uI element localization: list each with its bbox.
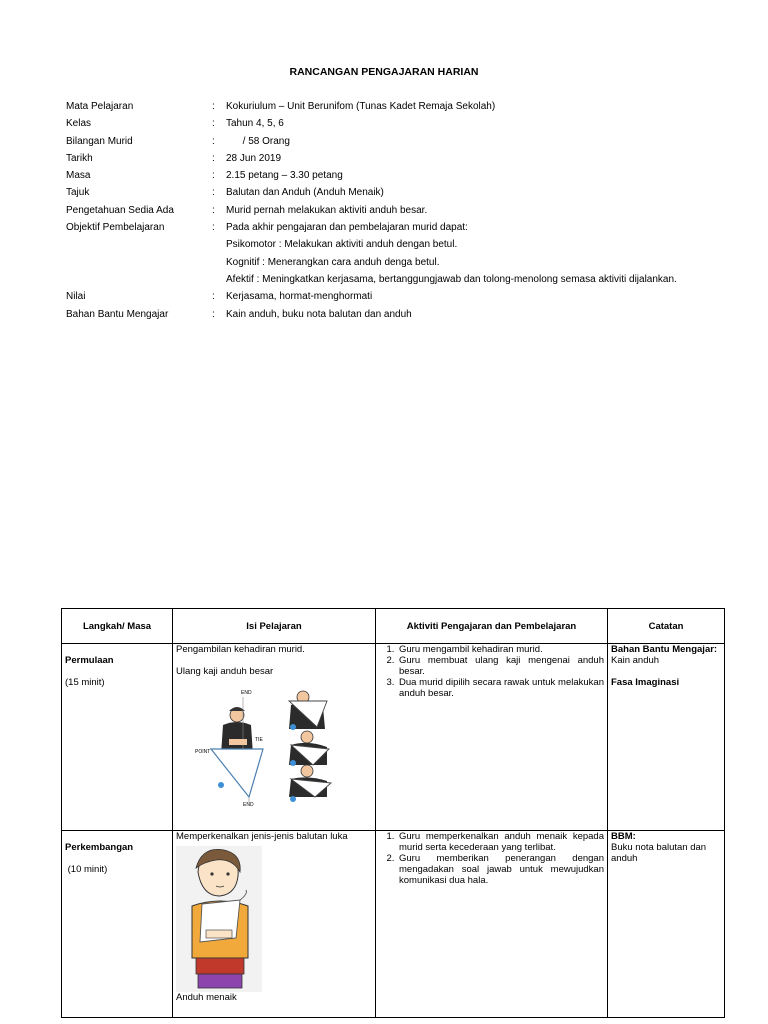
note-title: Bahan Bantu Mengajar: <box>611 644 718 655</box>
info-value: Kerjasama, hormat-menghormati <box>226 291 373 303</box>
step-time: (15 minit) <box>65 677 105 688</box>
activity-item: 1. Guru memperkenalkan anduh menaik kepada murid serta kecederaan yang terlibat. <box>397 831 604 853</box>
content-cell <box>173 831 376 1018</box>
info-label: Pengetahuan Sedia Ada <box>66 204 174 216</box>
info-label: Masa <box>66 170 91 182</box>
activity-list <box>379 644 604 699</box>
step-name: Perkembangan <box>65 842 134 853</box>
info-label: Tarikh <box>66 152 93 164</box>
activity-list <box>379 831 604 886</box>
arm-sling-illustration <box>176 846 262 992</box>
info-colon: : <box>212 291 215 303</box>
objective-text: Kognitif : Menerangkan cara anduh denga betul. <box>226 256 440 268</box>
step-time: (10 minit) <box>65 864 108 875</box>
sling-diagram-image <box>193 685 351 807</box>
activities-cell <box>376 644 608 831</box>
info-label: Bilangan Murid <box>66 135 133 147</box>
table-row <box>62 831 725 1018</box>
note-text: Buku nota balutan dan anduh <box>611 842 707 864</box>
info-colon: : <box>212 135 215 147</box>
step-name: Permulaan <box>65 655 114 666</box>
info-value: 2.15 petang – 3.30 petang <box>226 170 343 182</box>
info-row-prior-knowledge <box>66 202 746 219</box>
activities-cell <box>376 831 608 1018</box>
info-colon: : <box>212 308 215 320</box>
content-line: Memperkenalkan jenis-jenis balutan luka <box>176 831 348 842</box>
header-step: Langkah/ Masa <box>62 609 173 644</box>
info-value: Pada akhir pengajaran dan pembelajaran murid dapat: <box>226 222 468 234</box>
step-cell <box>62 644 173 831</box>
objective-psychomotor <box>66 236 746 253</box>
diagram-label: END <box>241 690 252 696</box>
header-content: Isi Pelajaran <box>173 609 376 644</box>
diagram-label: TIE <box>255 737 263 743</box>
activity-item: 2. Guru memberikan penerangan dengan mengadakan soal jawab untuk mewujudkan komunikasi dua hala. <box>397 853 604 886</box>
info-row-materials <box>66 306 746 323</box>
info-value: Murid pernah melakukan aktiviti anduh besar. <box>226 204 428 216</box>
info-row-time <box>66 167 746 184</box>
notes-cell <box>608 644 725 831</box>
step-cell <box>62 831 173 1018</box>
activity-item: 1. Guru mengambil kehadiran murid. <box>397 644 604 655</box>
info-value: Balutan dan Anduh (Anduh Menaik) <box>226 187 384 199</box>
info-colon: : <box>212 101 215 112</box>
info-colon: : <box>212 152 215 164</box>
objective-cognitive <box>66 254 746 271</box>
objective-affective <box>66 271 746 288</box>
activity-item: 2. Guru membuat ulang kaji mengenai anduh besar. <box>397 655 604 677</box>
info-label: Kelas <box>66 118 92 130</box>
info-value: 28 Jun 2019 <box>226 152 282 164</box>
info-row-values <box>66 288 746 305</box>
info-row-class <box>66 115 746 132</box>
content-line: Ulang kaji anduh besar <box>176 666 274 677</box>
content-cell <box>173 644 376 831</box>
info-value: Kokuriulum – Unit Berunifom (Tunas Kadet Remaja Sekolah) <box>226 101 496 112</box>
info-label: Bahan Bantu Mengajar <box>66 308 169 320</box>
page-title: RANCANGAN PENGAJARAN HARIAN <box>289 66 479 78</box>
objective-text: Afektif : Meningkatkan kerjasama, bertanggungjawab dan tolong-menolong semasa aktiviti dijalankan. <box>226 273 677 285</box>
notes-cell <box>608 831 725 1018</box>
figure-caption: Anduh menaik <box>176 992 237 1003</box>
info-label: Mata Pelajaran <box>66 101 134 112</box>
content-line: Pengambilan kehadiran murid. <box>176 644 305 655</box>
header-notes: Catatan <box>608 609 725 644</box>
note-phase: Fasa Imaginasi <box>611 677 680 688</box>
diagram-label: END <box>243 802 254 807</box>
activity-item: 3. Dua murid dipilih secara rawak untuk melakukan anduh besar. <box>397 677 604 699</box>
table-row <box>62 644 725 831</box>
note-title: BBM: <box>611 831 636 842</box>
info-colon: : <box>212 170 215 182</box>
lesson-info <box>66 98 746 323</box>
info-colon: : <box>212 118 215 130</box>
lesson-table <box>61 608 725 1018</box>
info-row-students <box>66 133 746 150</box>
info-row-objectives <box>66 219 746 236</box>
info-colon: : <box>212 222 215 234</box>
info-value: Tahun 4, 5, 6 <box>226 118 284 130</box>
info-label: Objektif Pembelajaran <box>66 222 165 234</box>
diagram-label: POINT <box>195 749 211 755</box>
info-label: Tajuk <box>66 187 90 199</box>
info-row-date <box>66 150 746 167</box>
info-label: Nilai <box>66 291 86 303</box>
note-text: Kain anduh <box>611 655 660 666</box>
table-header-row <box>62 609 725 644</box>
objective-text: Psikomotor : Melakukan aktiviti anduh dengan betul. <box>226 239 458 251</box>
info-value: Kain anduh, buku nota balutan dan anduh <box>226 308 412 320</box>
info-colon: : <box>212 187 215 199</box>
header-activities: Aktiviti Pengajaran dan Pembelajaran <box>376 609 608 644</box>
info-value: / 58 Orang <box>226 135 290 147</box>
info-row-topic <box>66 184 746 201</box>
info-row-subject <box>66 98 746 115</box>
info-colon: : <box>212 204 215 216</box>
